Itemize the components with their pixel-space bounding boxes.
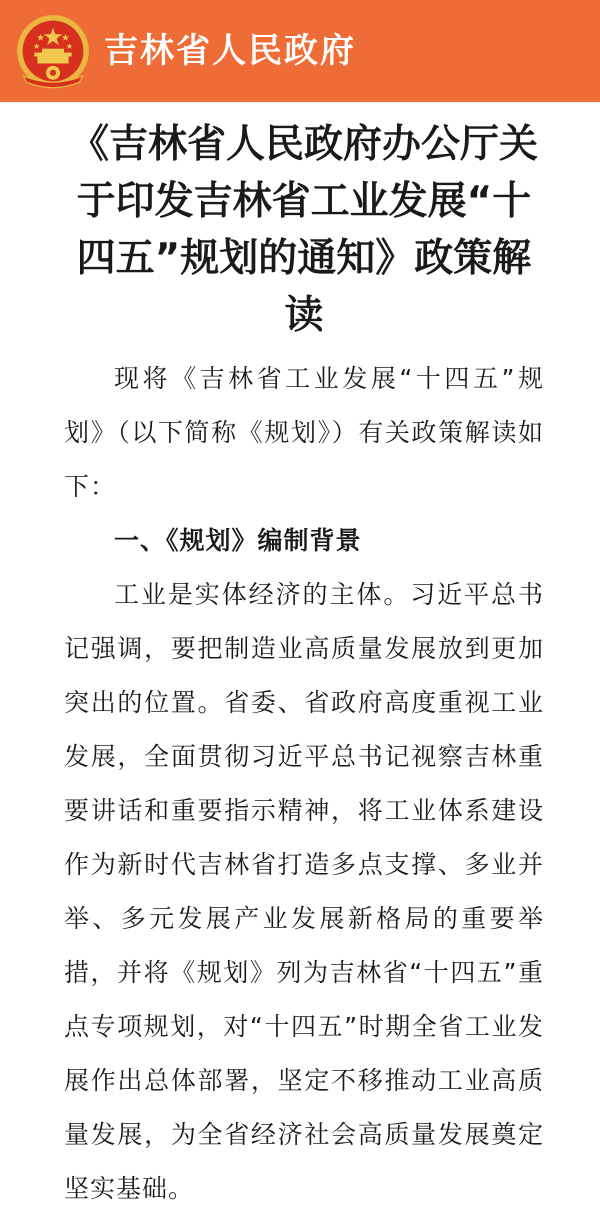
national-emblem-icon xyxy=(14,12,92,90)
intro-paragraph: 现将《吉林省工业发展“十四五”规划》（以下简称《规划》）有关政策解读如下： xyxy=(64,364,544,501)
article-title: 《吉林省人民政府办公厅关于印发吉林省工业发展“十四五”规划的通知》政策解读 xyxy=(69,122,538,338)
site-title[interactable]: 吉林省人民政府 xyxy=(104,31,356,71)
article-body xyxy=(0,116,600,1216)
section-heading: 一、《规划》编制背景 xyxy=(114,526,362,555)
site-header xyxy=(0,0,600,102)
section-paragraph: 工业是实体经济的主体。习近平总书记强调，要把制造业高质量发展放到更加突出的位置。省委、省政府高度重视工业发展，全面贯彻习近平总书记视察吉林重要讲话和重要指示精神，将工业体系建设作为新时代吉林省打造多点支撑、多业并举、多元发展产业发展新格局的重要举措，并将《规划》列为吉林省“十四五”重点专项规划，对“十四五”时期全省工业发展作出总体部署，坚定不移推动工业高质量发展，为全省经济社会高质量发展奠定坚实基础。 xyxy=(64,580,544,1203)
